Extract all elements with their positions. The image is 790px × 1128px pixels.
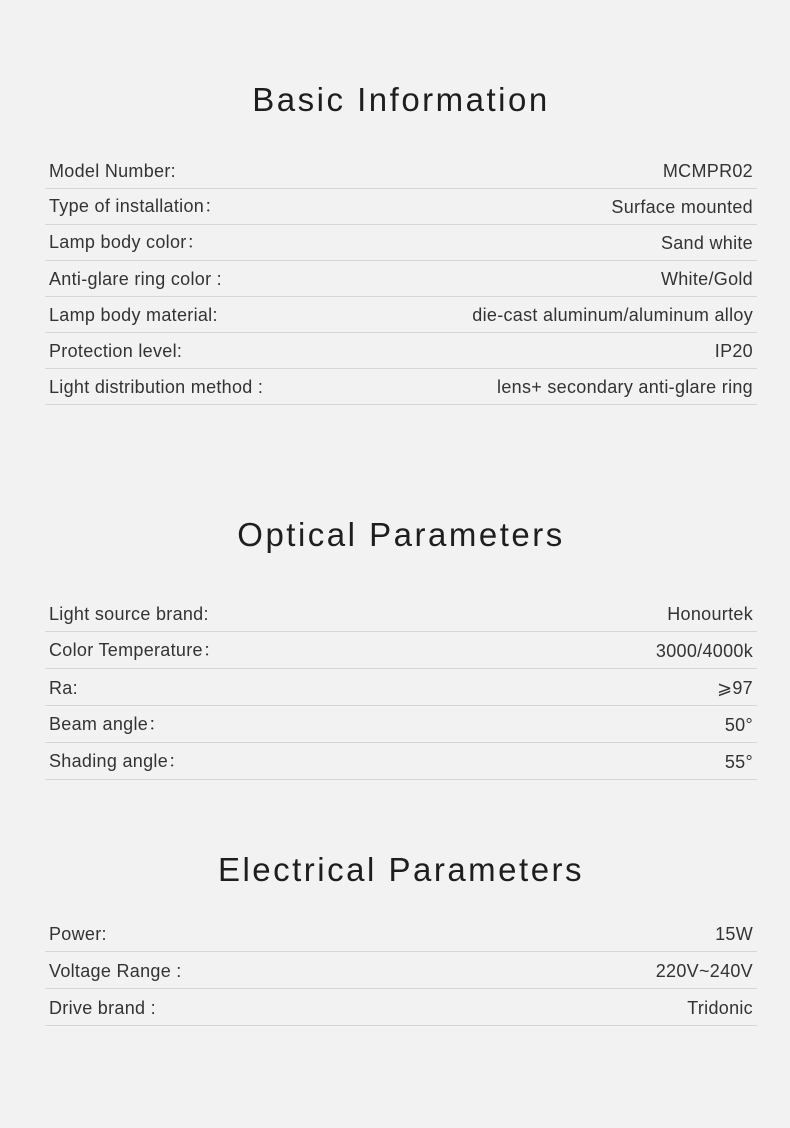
spec-label: Ra: xyxy=(49,678,78,698)
spec-label: Light source brand: xyxy=(49,604,209,624)
spec-row-voltage-range xyxy=(45,952,757,989)
spec-row-model-number xyxy=(45,159,757,189)
electrical-parameters-table xyxy=(45,920,757,1026)
spec-label: Color Temperature： xyxy=(49,640,222,660)
electrical-parameters-title: Electrical Parameters xyxy=(217,851,585,888)
spec-value: 15W xyxy=(715,924,753,944)
spec-value: 3000/4000k xyxy=(655,641,753,661)
spec-label: Lamp body material: xyxy=(49,305,218,325)
spec-label: Model Number: xyxy=(49,161,176,181)
spec-value: 220V~240V xyxy=(655,961,753,981)
spec-row-light-source-brand xyxy=(45,595,757,632)
spec-value: 55° xyxy=(724,752,753,772)
spec-row-protection-level xyxy=(45,333,757,369)
spec-value: Tridonic xyxy=(687,998,753,1018)
spec-row-drive-brand xyxy=(45,989,757,1026)
spec-row-shading-angle xyxy=(45,743,757,780)
spec-row-lamp-body-material xyxy=(45,297,757,333)
spec-value: die-cast aluminum/aluminum alloy xyxy=(472,305,753,325)
basic-information-title: Basic Information xyxy=(252,81,550,118)
spec-value: lens+ secondary anti-glare ring xyxy=(497,377,753,397)
spec-label: Anti-glare ring color : xyxy=(49,269,222,289)
optical-parameters-table xyxy=(45,595,757,780)
spec-value: Sand white xyxy=(660,233,753,253)
spec-row-ra xyxy=(45,669,757,706)
spec-row-installation-type xyxy=(45,189,757,225)
spec-label: Lamp body color： xyxy=(49,232,205,252)
spec-label: Power: xyxy=(49,924,107,944)
spec-value: Surface mounted xyxy=(611,197,753,217)
spec-row-power xyxy=(45,920,757,952)
spec-row-lamp-body-color xyxy=(45,225,757,261)
spec-label: Type of installation： xyxy=(49,196,223,216)
spec-value: Honourtek xyxy=(667,604,753,624)
spec-row-beam-angle xyxy=(45,706,757,743)
spec-label: Voltage Range : xyxy=(49,961,182,981)
spec-label: Protection level: xyxy=(49,341,183,361)
spec-label: Beam angle： xyxy=(49,714,167,734)
optical-parameters-title: Optical Parameters xyxy=(237,516,565,553)
spec-label: Drive brand : xyxy=(49,998,156,1018)
spec-value: White/Gold xyxy=(660,269,753,289)
spec-value: ⩾97 xyxy=(716,678,753,698)
spec-row-anti-glare-ring-color xyxy=(45,261,757,297)
spec-row-color-temperature xyxy=(45,632,757,669)
spec-row-light-distribution-method xyxy=(45,369,757,405)
spec-value: MCMPR02 xyxy=(662,161,753,181)
spec-value: IP20 xyxy=(714,341,753,361)
basic-information-table xyxy=(45,159,757,405)
spec-label: Light distribution method : xyxy=(49,377,264,397)
spec-label: Shading angle： xyxy=(49,751,187,771)
spec-value: 50° xyxy=(724,715,753,735)
